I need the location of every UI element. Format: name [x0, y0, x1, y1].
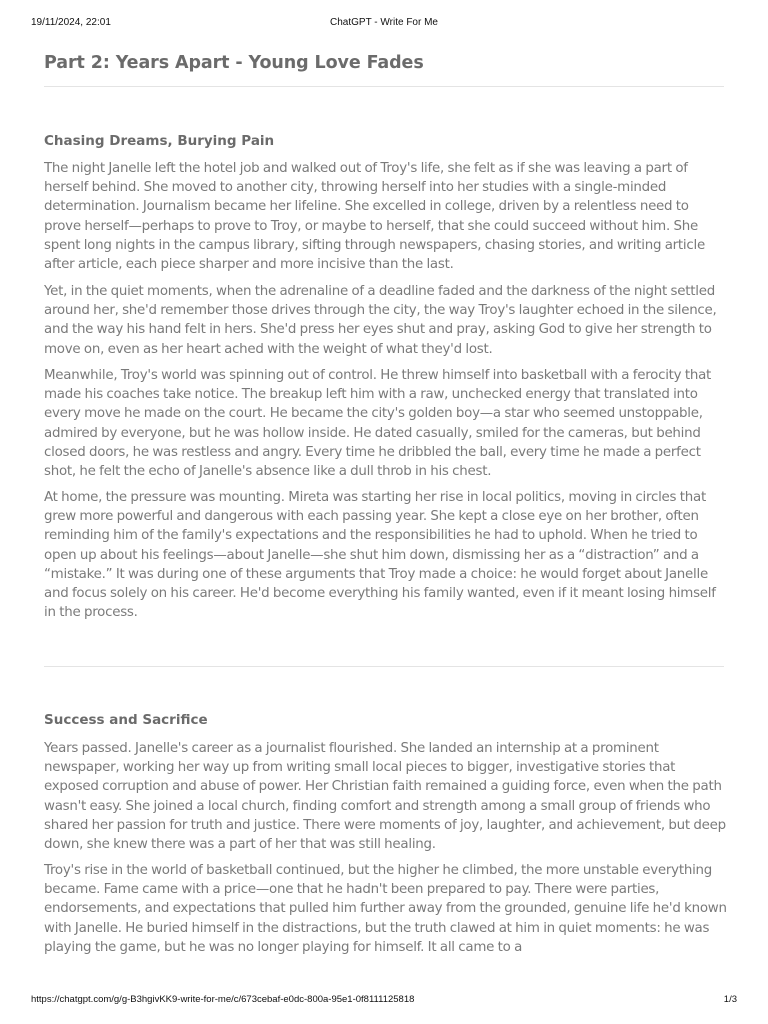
paragraph: At home, the pressure was mounting. Mireta was starting her rise in local politics, moving in circles that grew more powerful and dangerous with each passing year. She kept a close eye on her brother, often reminding him of the family's expectations and the responsibilities he had to uphold. When he tried to open up about his feelings—about Janelle—she shut him down, dismissing her as a “distraction” and a “mistake.” It was during one of these arguments that Troy made a choice: he would forget about Janelle and focus solely on his career. He'd become everything his family wanted, even if it meant losing himself in the process. [44, 490, 716, 621]
document-title: Part 2: Years Apart - Young Love Fades [44, 53, 424, 73]
print-header [0, 17, 768, 31]
print-url: https://chatgpt.com/g/g-B3hgivKK9-write-for-me/c/673cebaf-e0dc-800a-95e1-0f8111125818 [31, 994, 415, 1005]
section-heading: Success and Sacrifice [44, 712, 208, 728]
paragraph: The night Janelle left the hotel job and walked out of Troy's life, she felt as if she was leaving a part of herself behind. She moved to another city, throwing herself into her studies with a single-minded determination. Journalism became her lifeline. She excelled in college, driven by a relentless need to prove herself—perhaps to prove to Troy, or maybe to herself, that she could succeed without him. She spent long nights in the campus library, sifting through newspapers, chasing stories, and writing article after article, each piece sharper and more incisive than the last. [44, 161, 705, 273]
print-datetime: 19/11/2024, 22:01 [31, 17, 111, 28]
print-footer [0, 994, 768, 1008]
print-page-number: 1/3 [723, 994, 737, 1005]
paragraph: Meanwhile, Troy's world was spinning out of control. He threw himself into basketball with a ferocity that made his coaches take notice. The breakup left him with a raw, unchecked energy that translated into every move he made on the court. He became the city's golden boy—a star who seemed unstoppable, admired by everyone, but he was hollow inside. He dated casually, smiled for the cameras, but behind closed doors, he was restless and angry. Every time he dribbled the ball, every time he made a perfect shot, he felt the echo of Janelle's absence like a dull throb in his chest. [44, 368, 712, 480]
title-divider [44, 86, 724, 87]
section-heading: Chasing Dreams, Burying Pain [44, 133, 275, 149]
paragraph: Troy's rise in the world of basketball continued, but the higher he climbed, the more unstable everything became. Fame came with a price—one that he hadn't been prepared to pay. There were parties, endorsements, and expectations that pulled him further away from the grounded, genuine life he'd known with Janelle. He buried himself in the distractions, but the truth clawed at him in quiet moments: he was playing the game, but he was no longer playing for himself. It all came to a [44, 863, 727, 955]
paragraph: Yet, in the quiet moments, when the adrenaline of a deadline faded and the darkness of the night settled around her, she'd remember those drives through the city, the way Troy's laughter echoed in the silence, and the way his hand felt in hers. She'd press her eyes shut and pray, asking God to give her strength to move on, even as her heart ached with the weight of what they'd lost. [44, 284, 717, 357]
print-page-title: ChatGPT - Write For Me [330, 17, 438, 28]
section-divider [44, 666, 724, 667]
paragraph: Years passed. Janelle's career as a journalist flourished. She landed an internship at a prominent newspaper, working her way up from writing small local pieces to bigger, investigative stories that exposed corruption and abuse of power. Her Christian faith remained a guiding force, even when the path wasn't easy. She joined a local church, finding comfort and strength among a small group of friends who shared her passion for truth and justice. There were moments of joy, laughter, and achievement, but deep down, she knew there was a part of her that was still healing. [44, 741, 726, 853]
